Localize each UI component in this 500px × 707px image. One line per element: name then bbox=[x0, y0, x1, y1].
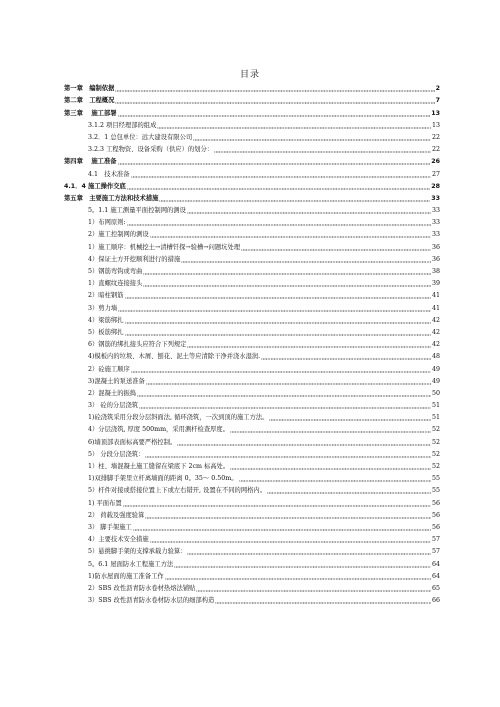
toc-entry[interactable] bbox=[64, 252, 440, 264]
toc-entry-page: 41 bbox=[431, 304, 440, 312]
toc-entry-page: 38 bbox=[431, 268, 440, 275]
toc-entry[interactable] bbox=[64, 300, 440, 312]
dot-leader bbox=[261, 354, 431, 360]
toc-entry[interactable] bbox=[64, 471, 440, 483]
dot-leader bbox=[115, 98, 434, 104]
toc-entry[interactable] bbox=[64, 288, 440, 300]
toc-entry-text: 5） 分段分层浇筑： bbox=[88, 450, 145, 458]
toc-entry[interactable] bbox=[64, 483, 440, 495]
toc-entry-page: 13 bbox=[431, 121, 440, 129]
toc-entry-page: 28 bbox=[431, 182, 440, 190]
toc-entry-page: 49 bbox=[431, 377, 440, 385]
toc-entry-text: 5。1.1 施工测量平面控制网的测设 bbox=[88, 207, 186, 215]
toc-entry-text: 5）杆件对接或搭接位置上下或左右错开, 设置在不同的网格内。 bbox=[88, 487, 267, 495]
dot-leader bbox=[181, 257, 431, 263]
dot-leader bbox=[131, 172, 431, 178]
dot-leader bbox=[150, 537, 431, 543]
dot-leader bbox=[165, 574, 431, 580]
toc-entry-page: 55 bbox=[431, 487, 440, 495]
dot-leader bbox=[143, 281, 431, 287]
toc-entry[interactable] bbox=[64, 179, 440, 191]
toc-entry[interactable] bbox=[64, 191, 440, 203]
toc-entry[interactable] bbox=[64, 142, 440, 154]
toc-entry-page: 7 bbox=[435, 97, 440, 105]
toc-entry[interactable] bbox=[64, 508, 440, 520]
toc-entry-page: 27 bbox=[431, 170, 440, 178]
dot-leader bbox=[143, 269, 431, 275]
dot-leader bbox=[118, 159, 431, 165]
toc-entry[interactable] bbox=[64, 166, 440, 178]
toc-entry-text: 3）剪力墙 bbox=[88, 304, 118, 312]
toc-entry-text: 1）柱、墙混凝土施工缝留在梁底下 2cm 标高处。 bbox=[88, 463, 230, 470]
toc-entry-text: 3）SBS 改性沥青防水卷材防水层的细部构造 bbox=[88, 597, 215, 605]
toc-entry[interactable] bbox=[64, 239, 440, 251]
dot-leader bbox=[193, 135, 431, 141]
dot-leader bbox=[239, 476, 431, 482]
toc-entry-text: 4）主要技术安全措施 bbox=[88, 536, 149, 544]
toc-entry[interactable] bbox=[64, 130, 440, 142]
toc-entry-page: 50 bbox=[431, 389, 440, 397]
dot-leader bbox=[196, 586, 431, 592]
toc-entry-page: 41 bbox=[431, 292, 440, 300]
dot-leader bbox=[187, 549, 431, 555]
toc-entry-text: 第五章 主要施工方法和技术措施 bbox=[64, 194, 159, 202]
toc-entry-page: 66 bbox=[431, 597, 440, 605]
toc-entry-page: 22 bbox=[431, 133, 440, 141]
dot-leader bbox=[127, 184, 430, 190]
toc-entry-text: 4）梁筋绑扎 bbox=[88, 316, 124, 324]
toc-entry-page: 64 bbox=[431, 560, 440, 568]
toc-entry-text: 2）砼施工顺序 bbox=[88, 365, 130, 373]
dot-leader bbox=[145, 452, 431, 458]
toc-entry[interactable] bbox=[64, 386, 440, 398]
toc-entry[interactable] bbox=[64, 81, 440, 93]
toc-entry-page: 13 bbox=[431, 109, 440, 117]
toc-entry[interactable] bbox=[64, 422, 440, 434]
toc-entry-page: 65 bbox=[431, 584, 440, 592]
toc-entry[interactable] bbox=[64, 276, 440, 288]
toc-entry-page: 52 bbox=[431, 450, 440, 458]
toc-entry-page: 52 bbox=[431, 438, 440, 446]
dot-leader bbox=[133, 525, 431, 531]
toc-entry[interactable] bbox=[64, 361, 440, 373]
toc-entry-text: 2）暗柱钢筋 bbox=[88, 292, 124, 300]
toc-entry[interactable] bbox=[64, 410, 440, 422]
toc-entry[interactable] bbox=[64, 520, 440, 532]
toc-entry-page: 42 bbox=[431, 316, 440, 324]
toc-entry-text: 4.1．4 施工操作交底 bbox=[64, 182, 126, 190]
toc-entry[interactable] bbox=[64, 105, 440, 117]
toc-entry-text: 5）悬挑脚手架的支撑承载力验算： bbox=[88, 548, 187, 556]
toc-entry-page: 56 bbox=[431, 523, 440, 531]
dot-leader bbox=[131, 367, 431, 373]
toc-entry-text: 1)防水屋面的施工准备工作 bbox=[88, 572, 164, 580]
toc-entry-text: 3.2．1 总包单位：远大建设有限公司 bbox=[88, 133, 193, 141]
toc-entry[interactable] bbox=[64, 447, 440, 459]
toc-entry[interactable] bbox=[64, 203, 440, 215]
toc-entry-page: 33 bbox=[431, 194, 440, 202]
toc-entry[interactable] bbox=[64, 313, 440, 325]
toc-entry-text: 4.1 技术准备 bbox=[88, 170, 130, 178]
toc-entry-page: 57 bbox=[431, 548, 440, 556]
dot-leader bbox=[125, 318, 431, 324]
toc-entry[interactable] bbox=[64, 215, 440, 227]
toc-entry-text: 1）施工顺序：机械挖土→清槽钎探→验槽→问题坑处理 bbox=[88, 243, 241, 251]
toc-entry[interactable] bbox=[64, 593, 440, 605]
toc-entry-text: 第三章 施工部署 bbox=[64, 109, 117, 117]
toc-entry-text: 3)混凝土的泵送准备 bbox=[88, 377, 145, 385]
toc-entry-page: 33 bbox=[431, 207, 440, 215]
dot-leader bbox=[118, 111, 431, 117]
toc-entry-page: 42 bbox=[431, 328, 440, 336]
toc-entry-text: 6）钢筋的绑扎接头应符合下列规定 bbox=[88, 341, 187, 349]
toc-entry-text: 第二章 工程概况 bbox=[64, 97, 115, 105]
toc-entry[interactable] bbox=[64, 374, 440, 386]
toc-entry-page: 51 bbox=[431, 414, 440, 422]
toc-entry-text: 2）SBS 改性沥青防水卷材热熔法铺贴 bbox=[88, 584, 196, 592]
toc-entry[interactable] bbox=[64, 556, 440, 568]
toc-entry-page: 39 bbox=[431, 280, 440, 288]
toc-entry-page: 22 bbox=[431, 146, 440, 154]
toc-entry-text: 第一章 编制依据 bbox=[64, 85, 115, 93]
dot-leader bbox=[267, 488, 431, 494]
toc-entry-page: 57 bbox=[431, 536, 440, 544]
toc-entry-text: 1)砼浇筑采用分段分层斜面法, 循环浇筑，一次到顶的施工方法。 bbox=[88, 414, 269, 422]
toc-entry-page: 52 bbox=[431, 463, 440, 470]
dot-leader bbox=[118, 306, 431, 312]
dot-leader bbox=[241, 245, 431, 251]
toc-entry-text: 6)墙顶部表面标高要严格控制。 bbox=[88, 438, 177, 446]
dot-leader bbox=[137, 391, 431, 397]
toc-entry[interactable] bbox=[64, 459, 440, 471]
toc-entry-text: 3.1.2 项目经理部的组成 bbox=[88, 121, 157, 129]
toc-entry-page: 64 bbox=[431, 572, 440, 580]
toc-entry-text: 第四章 施工准备 bbox=[64, 158, 117, 166]
toc-entry-page: 42 bbox=[431, 341, 440, 349]
toc-entry[interactable] bbox=[64, 434, 440, 446]
dot-leader bbox=[269, 415, 431, 421]
dot-leader bbox=[127, 220, 431, 226]
toc-entry[interactable] bbox=[64, 337, 440, 349]
toc-entry[interactable] bbox=[64, 495, 440, 507]
dot-leader bbox=[187, 208, 431, 214]
dot-leader bbox=[146, 379, 431, 385]
toc-entry-page: 48 bbox=[431, 353, 440, 361]
toc-entry[interactable] bbox=[64, 118, 440, 130]
toc-entry-text: 2）施工控制网的测设 bbox=[88, 231, 149, 239]
toc-entry-page: 56 bbox=[431, 511, 440, 519]
toc-entry-text: 4)模板内的垃圾、木屑、刨花、泥土等应清除干净并浇水湿润. bbox=[88, 353, 261, 361]
dot-leader bbox=[145, 513, 431, 519]
toc-entry-text: 1）直螺纹连接接头 bbox=[88, 280, 143, 288]
dot-leader bbox=[230, 464, 431, 470]
toc-entry-text: 4）保证土方开挖顺利进行的措施 bbox=[88, 255, 181, 263]
dot-leader bbox=[139, 403, 431, 409]
toc-entry-text: 2）混凝土的振捣 bbox=[88, 389, 137, 397]
toc-entry-page: 56 bbox=[431, 499, 440, 507]
toc-entry-text: 3.2.3 工程物资、设备采购（供应）的划分： bbox=[88, 146, 214, 154]
toc-title: 目录 bbox=[239, 70, 260, 80]
dot-leader bbox=[157, 123, 431, 129]
toc-entry-page: 33 bbox=[431, 231, 440, 239]
dot-leader bbox=[125, 293, 431, 299]
toc-entry-page: 2 bbox=[435, 85, 440, 93]
dot-leader bbox=[187, 342, 431, 348]
toc-entry-text: 5）板筋绑扎 bbox=[88, 328, 124, 336]
toc-entry-text: 2） 荷载及强度验算 bbox=[88, 511, 145, 519]
toc-entry[interactable] bbox=[64, 154, 440, 166]
toc-entry-text: 5。6.1 屋面防水工程施工方法 bbox=[88, 560, 174, 568]
toc-entry-page: 55 bbox=[431, 475, 440, 483]
dot-leader bbox=[115, 86, 434, 92]
toc-entry-text: 1)双排脚手架里立杆离墙面的距离 0。35～ 0.50m。 bbox=[88, 475, 238, 483]
dot-leader bbox=[177, 440, 431, 446]
dot-leader bbox=[125, 330, 431, 336]
toc-entry-page: 51 bbox=[431, 402, 440, 410]
toc-entry-page: 26 bbox=[431, 158, 440, 166]
toc-entry-page: 36 bbox=[431, 243, 440, 251]
dot-leader bbox=[174, 562, 431, 568]
toc-entry-page: 49 bbox=[431, 365, 440, 373]
toc-entry[interactable] bbox=[64, 227, 440, 239]
dot-leader bbox=[214, 147, 431, 153]
toc-entry[interactable] bbox=[64, 544, 440, 556]
dot-leader bbox=[230, 427, 431, 433]
dot-leader bbox=[215, 598, 431, 604]
toc-entry[interactable] bbox=[64, 532, 440, 544]
toc-entry[interactable] bbox=[64, 569, 440, 581]
toc-entry[interactable] bbox=[64, 349, 440, 361]
toc-entry-page: 33 bbox=[431, 219, 440, 227]
toc-entry-text: 1) 平面布置 bbox=[88, 499, 122, 507]
dot-leader bbox=[150, 232, 431, 238]
toc-entry-text: 3） 脚手架施工 bbox=[88, 523, 132, 531]
toc-entry[interactable] bbox=[64, 581, 440, 593]
toc-entry-text: 3） 砼的分层浇筑 bbox=[88, 402, 139, 410]
dot-leader bbox=[159, 196, 430, 202]
toc-entry[interactable] bbox=[64, 398, 440, 410]
toc-entry[interactable] bbox=[64, 264, 440, 276]
toc-entry-text: 5）钢筋弯钩或弯曲 bbox=[88, 268, 143, 275]
toc-entry-page: 52 bbox=[431, 426, 440, 434]
toc-entry-text: 4）分层浇筑, 厚度 500mm，采用测杆检查厚度。 bbox=[88, 426, 230, 434]
toc-entry[interactable] bbox=[64, 325, 440, 337]
dot-leader bbox=[123, 501, 431, 507]
toc-list bbox=[64, 81, 440, 605]
toc-entry-text: 1）布网原则: bbox=[88, 219, 126, 227]
toc-entry[interactable] bbox=[64, 93, 440, 105]
toc-entry-page: 36 bbox=[431, 255, 440, 263]
